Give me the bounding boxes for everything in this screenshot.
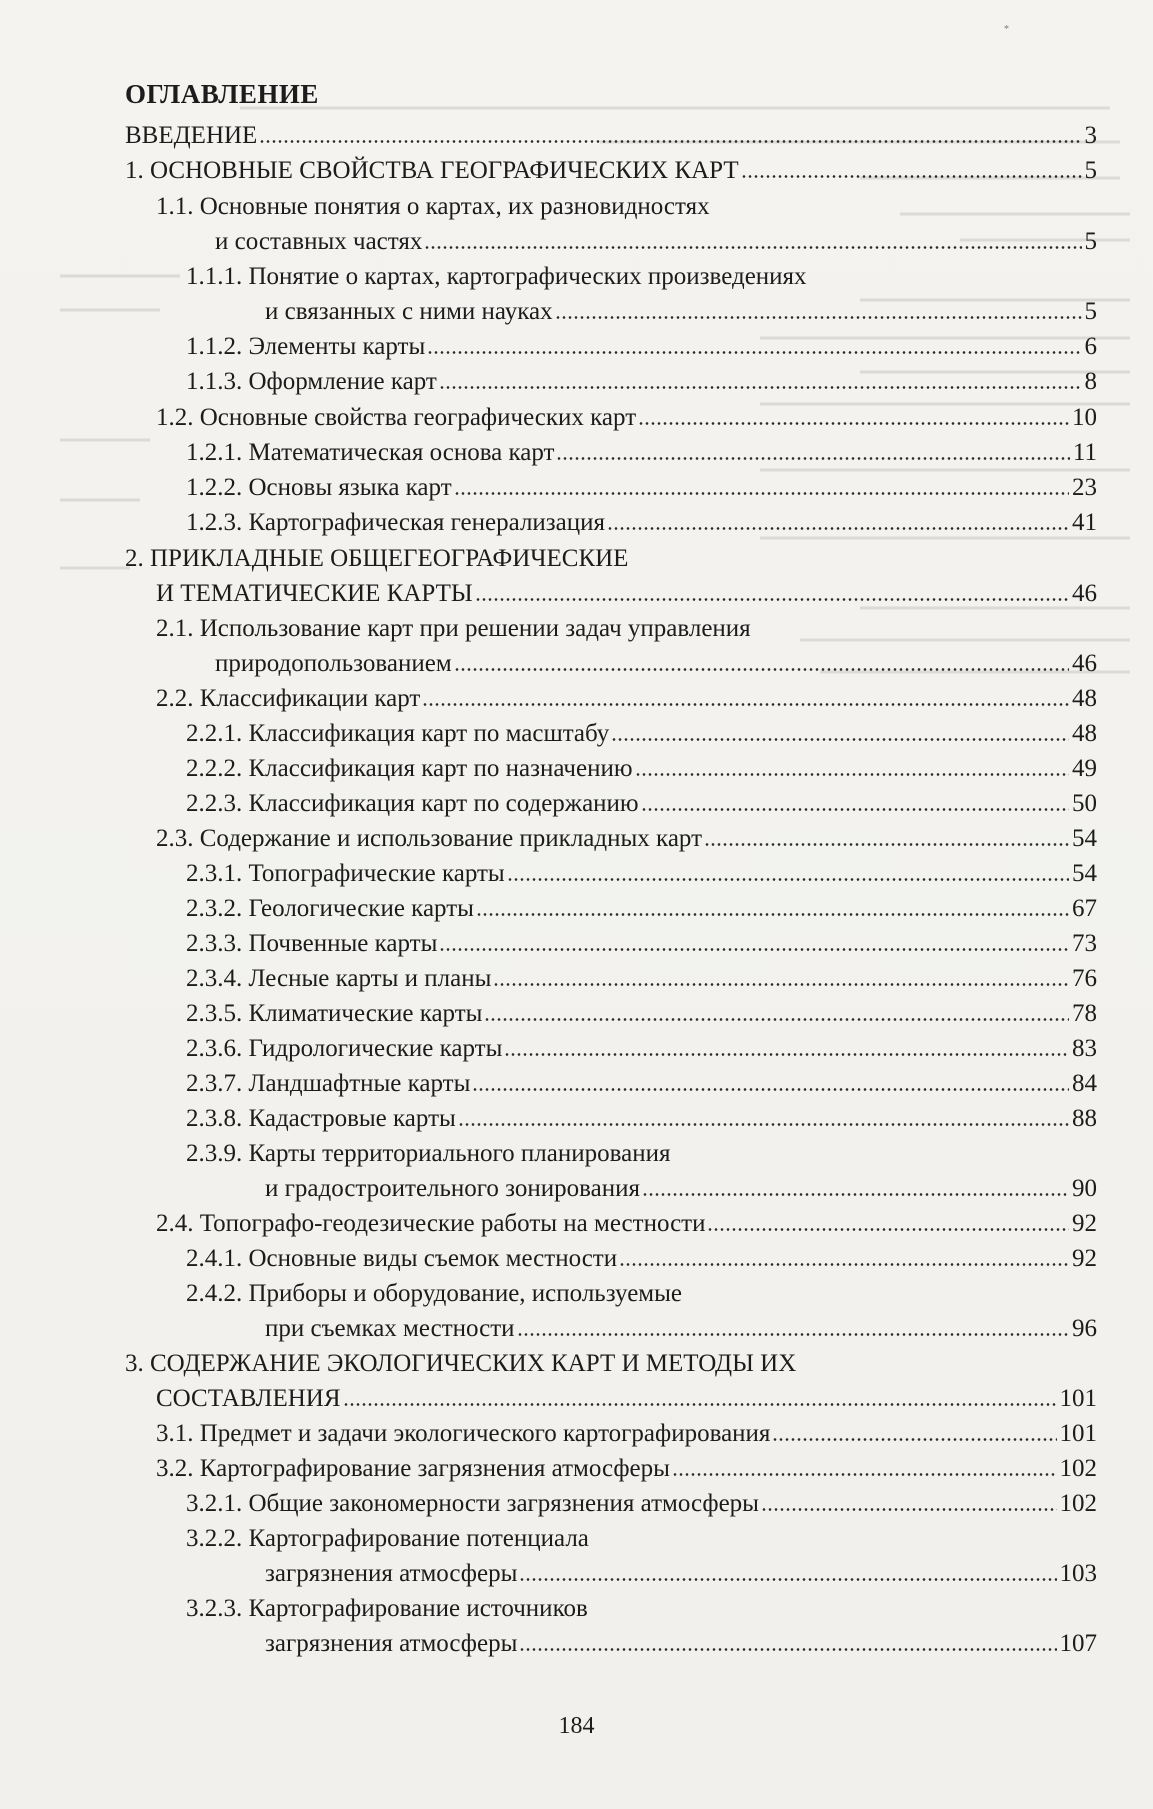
toc-entry-1-1-3[interactable] xyxy=(186,364,1097,399)
toc-entry-page: 92 xyxy=(1072,1210,1097,1237)
toc-entry-label: СОСТАВЛЕНИЯ xyxy=(156,1385,341,1412)
toc-entry-3-2-3[interactable] xyxy=(265,1626,1097,1661)
toc-entry-label: 2.3.1. Топографические карты xyxy=(186,860,505,887)
dot-leader xyxy=(761,1506,1057,1513)
toc-entry-3[interactable] xyxy=(156,1381,1097,1416)
toc-entry-3-2-3-line1: 3.2.3. Картографирование источников xyxy=(186,1595,588,1622)
dot-leader xyxy=(475,596,1069,603)
toc-entry-1-2-1[interactable] xyxy=(186,435,1097,470)
toc-entry-3-2-1[interactable] xyxy=(186,1486,1097,1521)
toc-entry-page: 54 xyxy=(1072,825,1097,852)
toc-entry-label: 2.3.7. Ландшафтные карты xyxy=(186,1070,471,1097)
dot-leader xyxy=(427,349,1081,356)
dot-leader xyxy=(458,1121,1069,1128)
toc-entry-1-2[interactable] xyxy=(156,400,1097,435)
toc-entry-1-1-2[interactable] xyxy=(186,329,1097,364)
toc-entry-label: загрязнения атмосферы xyxy=(265,1560,518,1587)
toc-entry-page: 73 xyxy=(1072,930,1097,957)
dot-leader xyxy=(422,701,1069,708)
toc-entry-2-3-4[interactable] xyxy=(186,961,1097,996)
toc-entry-label: 1.1.2. Элементы карты xyxy=(186,333,426,360)
toc-entry-label: 2.4. Топографо-геодезические работы на местности xyxy=(156,1210,706,1237)
toc-entry-1-1-1[interactable] xyxy=(265,294,1097,329)
toc-entry-label: 2.3.6. Гидрологические карты xyxy=(186,1035,503,1062)
toc-entry-page: 46 xyxy=(1072,580,1097,607)
toc-entry-page: 102 xyxy=(1059,1490,1097,1517)
dot-leader xyxy=(472,1086,1069,1093)
toc-entry-page: 41 xyxy=(1072,509,1097,536)
toc-entry-page: 101 xyxy=(1059,1385,1097,1412)
toc-entry-label: и градостроительного зонирования xyxy=(265,1175,640,1202)
dot-leader xyxy=(611,736,1069,743)
toc-entry-2-4-2[interactable] xyxy=(265,1311,1097,1346)
toc-entry-page: 92 xyxy=(1072,1245,1097,1272)
toc-entry-3-1[interactable] xyxy=(156,1416,1097,1451)
dot-leader xyxy=(707,1226,1069,1233)
toc-entry-2-4-1[interactable] xyxy=(186,1241,1097,1276)
toc-entry-label: 1.2. Основные свойства географических карт xyxy=(156,404,637,431)
toc-entry-1-1-1-line1: 1.1.1. Понятие о картах, картографических произведениях xyxy=(186,263,807,290)
toc-entry-label: 1.1.3. Оформление карт xyxy=(186,368,437,395)
toc-entry-1-1-line1: 1.1. Основные понятия о картах, их разновидностях xyxy=(156,193,710,220)
toc-entry-2-3-3[interactable] xyxy=(186,926,1097,961)
dot-leader xyxy=(259,138,1081,145)
toc-entry-page: 83 xyxy=(1072,1035,1097,1062)
toc-entry-label: 2.3. Содержание и использование прикладных карт xyxy=(156,825,703,852)
toc-entry-2-3-1[interactable] xyxy=(186,856,1097,891)
toc-entry-page: 84 xyxy=(1072,1070,1097,1097)
dot-leader xyxy=(635,771,1069,778)
toc-entry-label: 2.3.5. Климатические карты xyxy=(186,1000,483,1027)
toc-entry-page: 54 xyxy=(1072,860,1097,887)
dot-leader xyxy=(555,314,1082,321)
dot-leader xyxy=(619,1261,1069,1268)
toc-entry-2-3-5[interactable] xyxy=(186,996,1097,1031)
dot-leader xyxy=(504,1051,1069,1058)
toc-entry-page: 10 xyxy=(1072,404,1097,431)
toc-entry-3-line1: 3. СОДЕРЖАНИЕ ЭКОЛОГИЧЕСКИХ КАРТ И МЕТОДЫ ИХ xyxy=(125,1350,797,1377)
toc-entry-2[interactable] xyxy=(156,576,1097,611)
toc-entry-page: 67 xyxy=(1072,895,1097,922)
toc-entry-page: 6 xyxy=(1084,333,1097,360)
dot-leader xyxy=(476,911,1069,918)
toc-entry-page: 11 xyxy=(1072,439,1097,466)
toc-entry-label: 1.2.1. Математическая основа карт xyxy=(186,439,555,466)
toc-entry-page: 5 xyxy=(1084,228,1097,255)
toc-entry-1-1[interactable] xyxy=(215,224,1097,259)
dot-leader xyxy=(741,173,1082,180)
dot-leader xyxy=(439,384,1082,391)
dot-leader xyxy=(772,1436,1056,1443)
toc-entry-label: 1.2.2. Основы языка карт xyxy=(186,474,452,501)
toc-entry-3-2-2[interactable] xyxy=(265,1556,1097,1591)
toc-entry-label: ВВЕДЕНИЕ xyxy=(125,122,258,149)
toc-entry-label: 3.2. Картографирование загрязнения атмосферы xyxy=(156,1455,670,1482)
toc-entry-3-2-2-line1: 3.2.2. Картографирование потенциала xyxy=(186,1525,589,1552)
toc-entry-1-2-3[interactable] xyxy=(186,505,1097,540)
toc-entry-label: 3.1. Предмет и задачи экологического картографирования xyxy=(156,1420,771,1447)
toc-entry-page: 49 xyxy=(1072,755,1097,782)
toc-entry-page: 50 xyxy=(1072,790,1097,817)
toc-entry-page: 107 xyxy=(1059,1630,1097,1657)
toc-entry-label: природопользованием xyxy=(215,650,452,677)
toc-entry-page: 46 xyxy=(1072,650,1097,677)
toc-entry-2-3-7[interactable] xyxy=(186,1066,1097,1101)
toc-entry-2-3-2[interactable] xyxy=(186,891,1097,926)
dot-leader xyxy=(439,946,1069,953)
toc-entry-2-3-6[interactable] xyxy=(186,1031,1097,1066)
toc-entry-2-3[interactable] xyxy=(156,821,1097,856)
dot-leader xyxy=(517,1331,1069,1338)
toc-entry-1[interactable] xyxy=(125,153,1097,188)
toc-entry-label: 2.4.1. Основные виды съемок местности xyxy=(186,1245,618,1272)
dot-leader xyxy=(343,1401,1057,1408)
toc-entry-label: 3.2.1. Общие закономерности загрязнения атмосферы xyxy=(186,1490,759,1517)
dot-leader xyxy=(672,1471,1057,1478)
dot-leader xyxy=(484,1016,1069,1023)
toc-entry-2-4-2-line1: 2.4.2. Приборы и оборудование, используемые xyxy=(186,1280,683,1307)
toc-entry-page: 23 xyxy=(1072,474,1097,501)
toc-entry-label: 2.3.8. Кадастровые карты xyxy=(186,1105,456,1132)
dot-leader xyxy=(519,1576,1056,1583)
toc-entry-page: 8 xyxy=(1084,368,1097,395)
toc-entry-label: 2.3.2. Геологические карты xyxy=(186,895,474,922)
toc-entry-label: 2.2.1. Классификация карт по масштабу xyxy=(186,720,610,747)
toc-entry-page: 102 xyxy=(1059,1455,1097,1482)
toc-entry-label: 2.2. Классификации карт xyxy=(156,685,421,712)
dot-leader xyxy=(638,420,1069,427)
toc-entry-2-2-2[interactable] xyxy=(186,751,1097,786)
dot-leader xyxy=(642,1191,1069,1198)
dot-leader xyxy=(454,666,1069,673)
toc-entry-label: загрязнения атмосферы xyxy=(265,1630,518,1657)
toc-entry-label: 2.3.4. Лесные карты и планы xyxy=(186,965,492,992)
toc-entry-2-2[interactable] xyxy=(156,681,1097,716)
toc-entry-label: 2.2.3. Классификация карт по содержанию xyxy=(186,790,639,817)
toc-entry-page: 5 xyxy=(1084,157,1097,184)
toc-entry-2-2-1[interactable] xyxy=(186,716,1097,751)
toc-entry-2-2-3[interactable] xyxy=(186,786,1097,821)
dot-leader xyxy=(704,841,1069,848)
toc-entry-1-2-2[interactable] xyxy=(186,470,1097,505)
dot-leader xyxy=(454,490,1069,497)
toc-entry-page: 3 xyxy=(1084,122,1097,149)
toc-entry-page: 101 xyxy=(1059,1420,1097,1447)
toc-entry-3-2[interactable] xyxy=(156,1451,1097,1486)
toc-entry-2-3-8[interactable] xyxy=(186,1101,1097,1136)
toc-entry-label: при съемках местности xyxy=(265,1315,515,1342)
toc-entry-2-1[interactable] xyxy=(215,646,1097,681)
toc-entry-2-line1: 2. ПРИКЛАДНЫЕ ОБЩЕГЕОГРАФИЧЕСКИЕ xyxy=(125,545,629,572)
dot-leader xyxy=(607,525,1069,532)
toc-entry-page: 76 xyxy=(1072,965,1097,992)
toc-title: ОГЛАВЛЕНИЕ xyxy=(125,79,319,109)
paper-speck: * xyxy=(1004,24,1009,35)
toc-entry-2-3-9[interactable] xyxy=(265,1171,1097,1206)
dot-leader xyxy=(424,244,1081,251)
toc-entry-2-4[interactable] xyxy=(156,1206,1097,1241)
dot-leader xyxy=(519,1646,1056,1653)
toc-entry-intro[interactable] xyxy=(125,118,1097,153)
toc-entry-label: 2.3.3. Почвенные карты xyxy=(186,930,438,957)
toc-entry-page: 96 xyxy=(1072,1315,1097,1342)
toc-entry-label: 1.2.3. Картографическая генерализация xyxy=(186,509,606,536)
toc-entry-page: 48 xyxy=(1072,685,1097,712)
toc-entry-page: 78 xyxy=(1072,1000,1097,1027)
dot-leader xyxy=(507,876,1069,883)
toc-entry-label: 1. ОСНОВНЫЕ СВОЙСТВА ГЕОГРАФИЧЕСКИХ КАРТ xyxy=(125,157,739,184)
toc-entry-page: 5 xyxy=(1084,298,1097,325)
page-number: 184 xyxy=(558,1713,595,1739)
toc-entry-page: 88 xyxy=(1072,1105,1097,1132)
toc-entry-label: и составных частях xyxy=(215,228,423,255)
toc-entry-page: 48 xyxy=(1072,720,1097,747)
toc-entry-2-1-line1: 2.1. Использование карт при решении задач управления xyxy=(156,615,751,642)
toc-entry-label: 2.2.2. Классификация карт по назначению xyxy=(186,755,633,782)
dot-leader xyxy=(556,455,1069,462)
toc-entry-page: 90 xyxy=(1072,1175,1097,1202)
toc-entry-page: 103 xyxy=(1059,1560,1097,1587)
toc-entry-2-3-9-line1: 2.3.9. Карты территориального планирования xyxy=(186,1140,671,1167)
toc-entry-label: И ТЕМАТИЧЕСКИЕ КАРТЫ xyxy=(156,580,473,607)
dot-leader xyxy=(493,981,1069,988)
toc-entry-label: и связанных с ними науках xyxy=(265,298,553,325)
dot-leader xyxy=(641,806,1069,813)
